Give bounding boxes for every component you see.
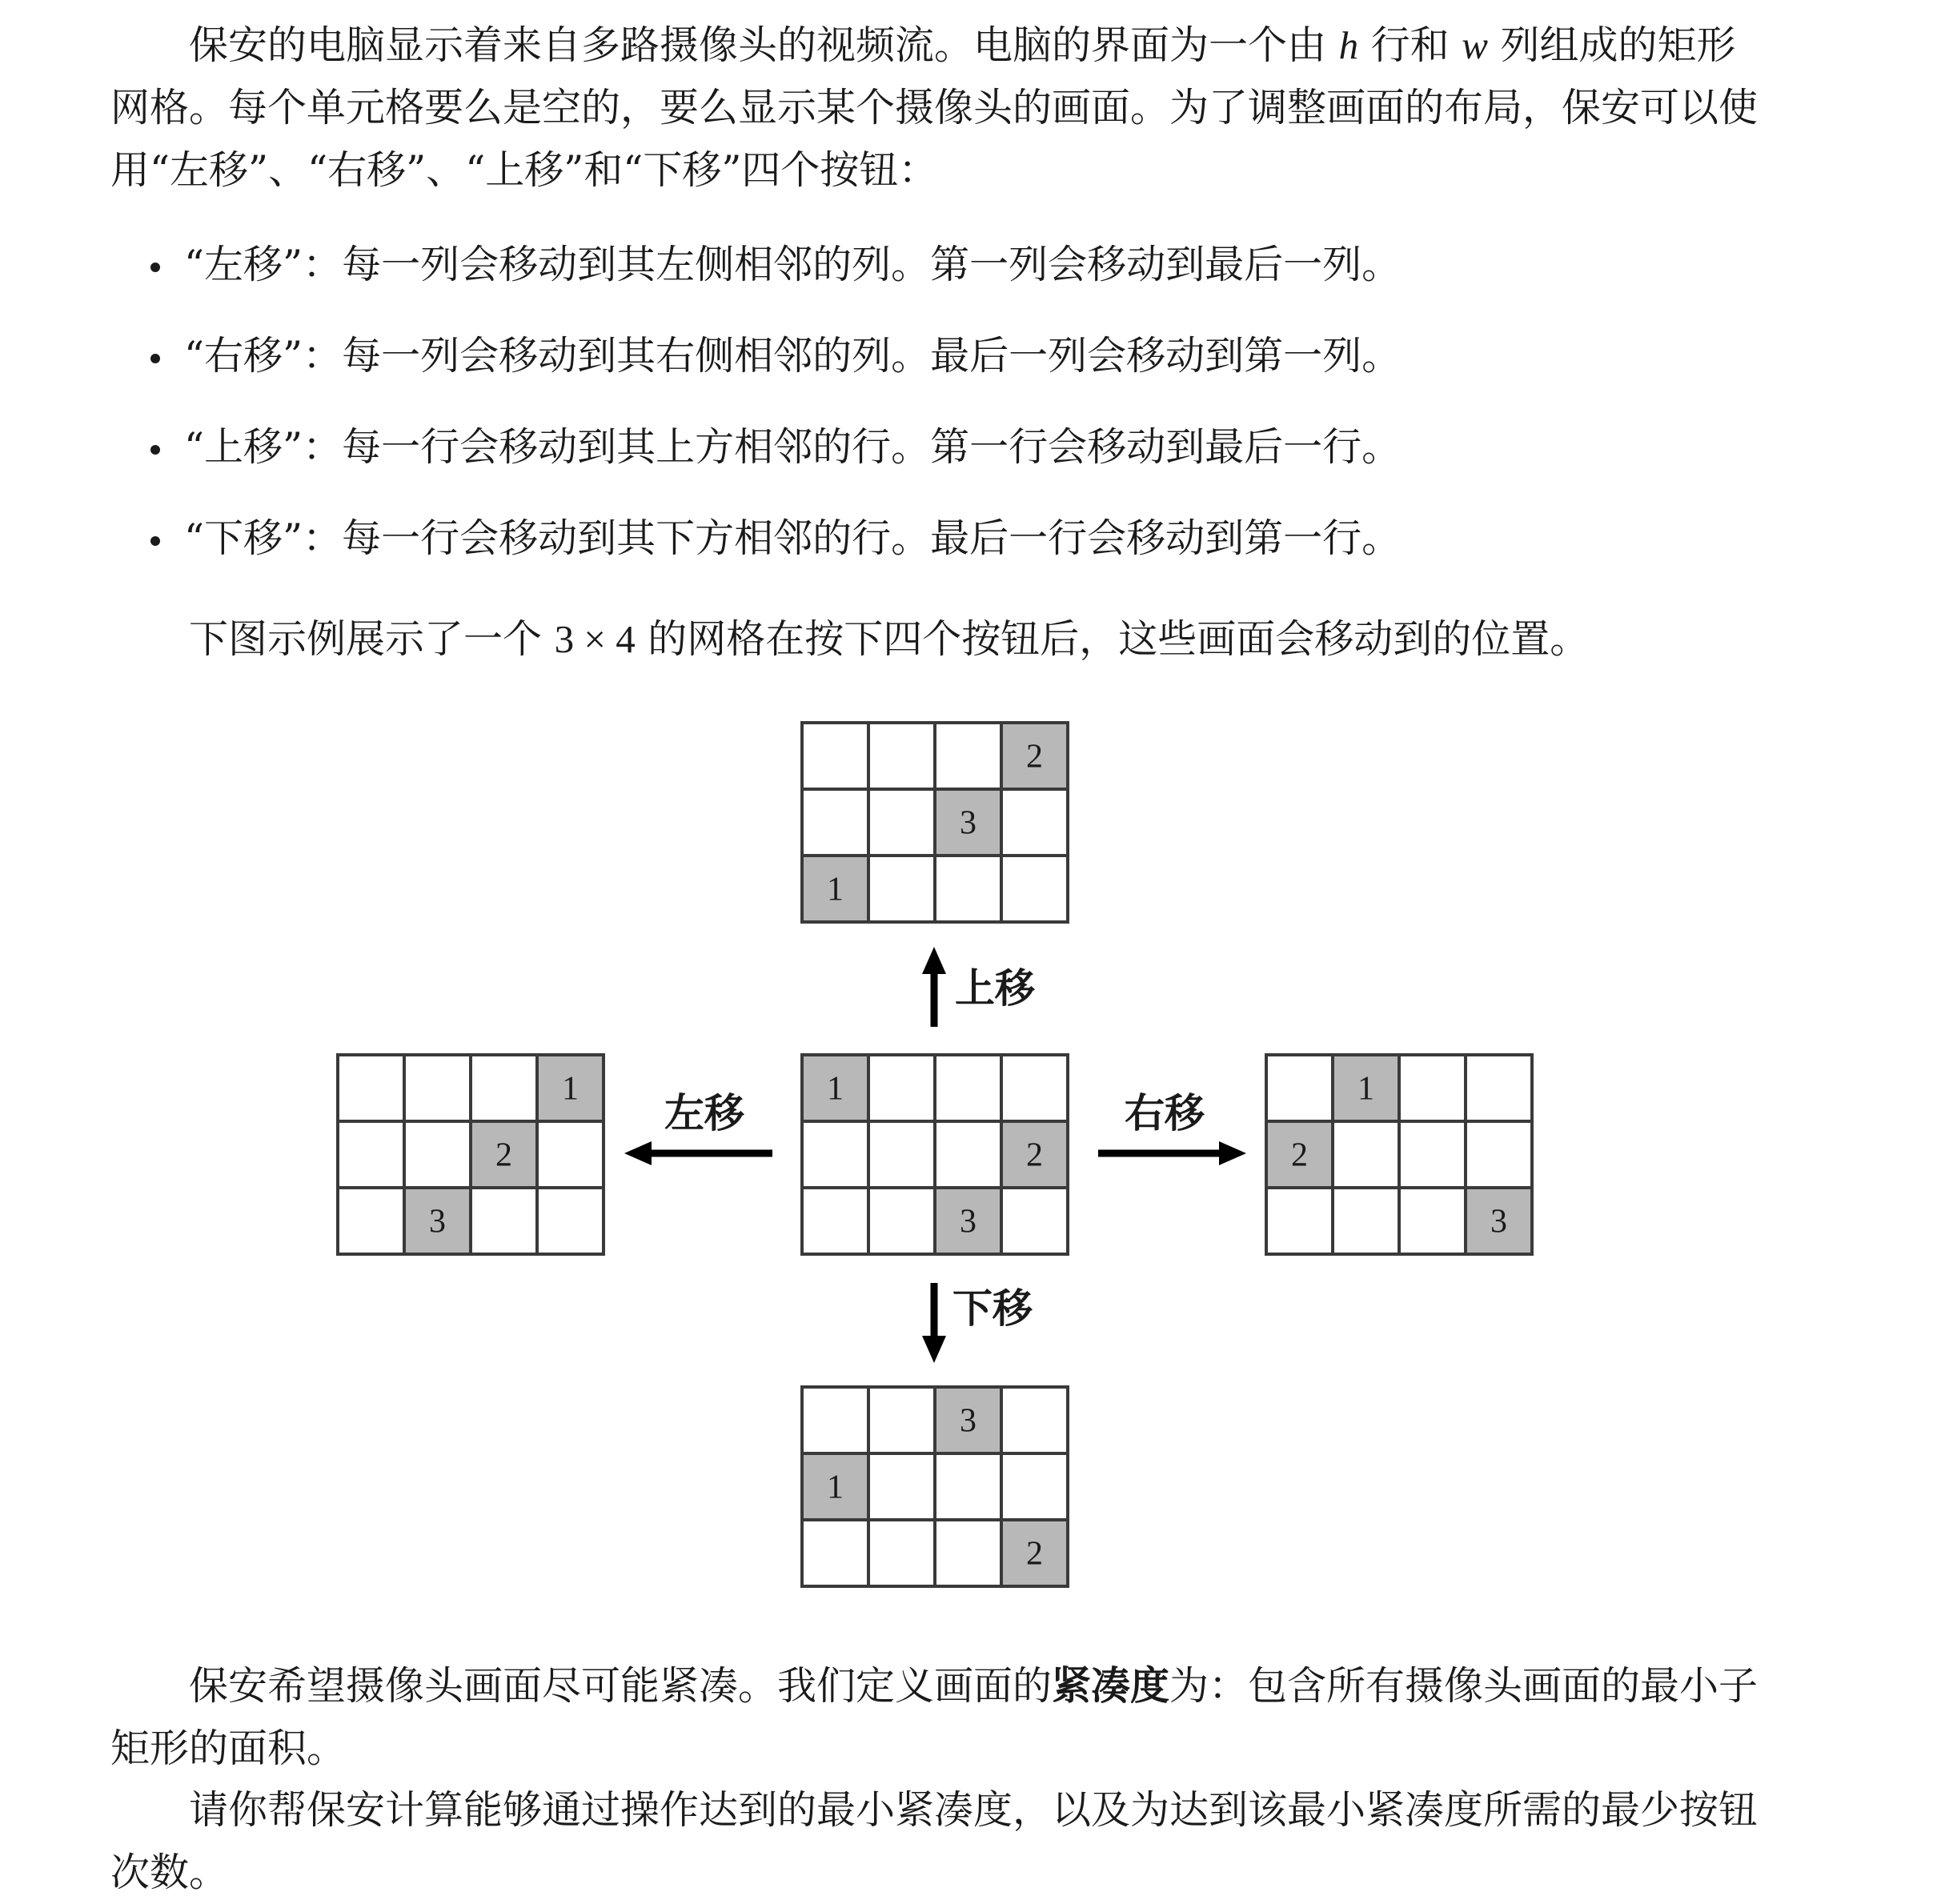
empty-cell <box>935 1055 1001 1121</box>
camera-number: 2 <box>1026 1535 1043 1573</box>
empty-cell <box>1001 856 1068 922</box>
empty-cell <box>935 856 1001 922</box>
empty-cell <box>1001 1188 1068 1254</box>
empty-cell <box>1266 1055 1333 1121</box>
empty-cell <box>1466 1055 1532 1121</box>
empty-cell <box>1399 1055 1466 1121</box>
camera-number: 2 <box>1026 1136 1043 1174</box>
camera-number: 1 <box>827 1070 844 1108</box>
empty-cell <box>802 1121 868 1188</box>
empty-cell <box>338 1121 404 1188</box>
empty-cell <box>868 1520 935 1586</box>
empty-cell <box>868 723 935 789</box>
example-text-1: 下图示例展示了一个 <box>189 616 555 662</box>
compactness-paragraph <box>110 1654 1769 1780</box>
label-left: 左移 <box>664 1090 744 1136</box>
camera-number: 2 <box>495 1136 512 1174</box>
empty-cell <box>1333 1188 1399 1254</box>
camera-number: 3 <box>429 1203 446 1241</box>
label-right: 右移 <box>1125 1090 1205 1136</box>
var-h: h <box>1338 23 1359 67</box>
camera-number: 3 <box>960 1402 977 1440</box>
camera-number: 1 <box>827 1469 844 1506</box>
camera-number: 2 <box>1026 738 1043 776</box>
grid-dimensions: 3 × 4 <box>554 617 636 661</box>
grid-right <box>1266 1055 1532 1254</box>
task-text: 请你帮保安计算能够通过操作达到的最小紧凑度，以及为达到该最小紧凑度所需的最少按钮次数。 <box>110 1787 1759 1895</box>
bullet-text: “左移”：每一列会移动到其左侧相邻的列。第一列会移动到最后一列。 <box>184 242 1402 287</box>
label-down: 下移 <box>952 1285 1033 1332</box>
task-paragraph <box>110 1779 1769 1904</box>
camera-number: 3 <box>960 804 977 842</box>
arrow-left <box>624 1141 772 1165</box>
grid-down <box>802 1387 1068 1586</box>
empty-cell <box>1001 1453 1068 1520</box>
empty-cell <box>802 723 868 789</box>
empty-cell <box>1001 1055 1068 1121</box>
var-w: w <box>1462 23 1488 67</box>
empty-cell <box>868 1453 935 1520</box>
bullet-text: “右移”：每一列会移动到其右侧相邻的列。最后一列会移动到第一列。 <box>184 333 1402 379</box>
intro-text-3: 列组成的矩形网格。每个单元格要么是空的，要么显示某个摄像头的画面。为了调整画面的布局，保安可以使用“左移”、“右移”、“上移”和“下移”四个按钮： <box>110 22 1759 193</box>
camera-number: 1 <box>827 871 844 908</box>
empty-cell <box>935 723 1001 789</box>
intro-text-1: 保安的电脑显示着来自多路摄像头的视频流。电脑的界面为一个由 <box>189 22 1339 68</box>
camera-number: 1 <box>1357 1070 1374 1108</box>
bullet-text: “下移”：每一行会移动到其下方相邻的行。最后一行会移动到第一行。 <box>184 515 1402 561</box>
empty-cell <box>1399 1121 1466 1188</box>
empty-cell <box>935 1453 1001 1520</box>
arrow-right <box>1098 1141 1246 1165</box>
empty-cell <box>404 1121 471 1188</box>
empty-cell <box>471 1055 537 1121</box>
empty-cell <box>471 1188 537 1254</box>
empty-cell <box>1466 1121 1532 1188</box>
label-up: 上移 <box>955 965 1035 1012</box>
camera-number: 3 <box>1490 1203 1507 1241</box>
empty-cell <box>935 1121 1001 1188</box>
compactness-term: 紧凑度 <box>1052 1662 1170 1709</box>
empty-cell <box>868 856 935 922</box>
empty-cell <box>868 1188 935 1254</box>
empty-cell <box>802 1188 868 1254</box>
empty-cell <box>537 1121 604 1188</box>
empty-cell <box>868 1055 935 1121</box>
empty-cell <box>338 1055 404 1121</box>
empty-cell <box>404 1055 471 1121</box>
grid-left <box>338 1055 604 1254</box>
arrow-up <box>922 947 946 1027</box>
empty-cell <box>1399 1188 1466 1254</box>
camera-number: 3 <box>960 1203 977 1241</box>
camera-number: 1 <box>562 1070 579 1108</box>
empty-cell <box>868 1387 935 1453</box>
camera-number: 2 <box>1291 1136 1308 1174</box>
empty-cell <box>537 1188 604 1254</box>
compact-text-1: 保安希望摄像头画面尽可能紧凑。我们定义画面的 <box>189 1663 1053 1709</box>
empty-cell <box>802 1387 868 1453</box>
bullet-text: “上移”：每一行会移动到其上方相邻的行。第一行会移动到最后一行。 <box>184 424 1402 470</box>
empty-cell <box>868 789 935 856</box>
grid-center <box>802 1055 1068 1254</box>
empty-cell <box>1333 1121 1399 1188</box>
empty-cell <box>802 1520 868 1586</box>
example-text-2: 的网格在按下四个按钮后，这些画面会移动到的位置。 <box>635 616 1590 662</box>
empty-cell <box>338 1188 404 1254</box>
empty-cell <box>1001 1387 1068 1453</box>
empty-cell <box>1266 1188 1333 1254</box>
empty-cell <box>1001 789 1068 856</box>
empty-cell <box>935 1520 1001 1586</box>
empty-cell <box>802 789 868 856</box>
grid-up <box>802 723 1068 922</box>
intro-text-2: 行和 <box>1358 22 1462 68</box>
arrow-down <box>922 1283 946 1363</box>
empty-cell <box>868 1121 935 1188</box>
compact-text-2: 为：包含所有摄像头画面的最小子矩形的面积。 <box>110 1663 1759 1771</box>
